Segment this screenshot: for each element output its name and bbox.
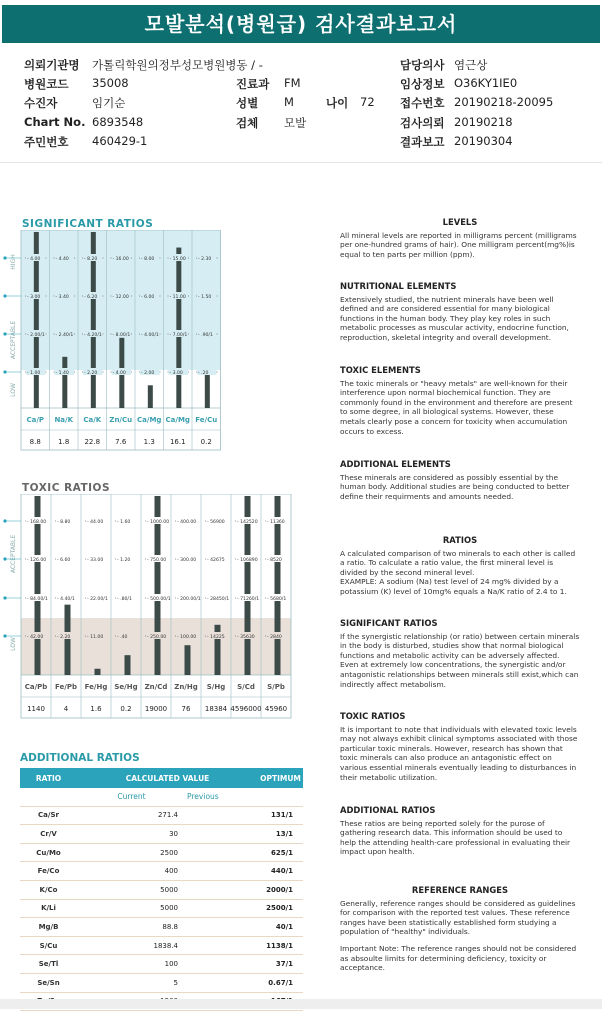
tick-label: - 400.00 [177, 520, 197, 525]
header-label: 검체 [236, 116, 259, 130]
significant-ratios-text: If the synergistic relationship (or ratio) between certain minerals in the body is disturbed, studies show that normal biological functions and metabolic activity can be adversely affected. Even at extremely low concentrations, the synergistic and/or antagonistic relationships between minerals still exist,which can indirectly affect metabolism. [340, 631, 580, 689]
tick-label: - 8.00/1 [112, 333, 131, 338]
table-row [20, 806, 303, 825]
ratio-cell: K/Co [20, 880, 77, 899]
header-label: 결과보고 [400, 135, 445, 149]
tick-label: - 12.00 [112, 295, 129, 300]
value-label: 8.8 [29, 438, 41, 446]
tick-label: - 4.00 [27, 257, 41, 262]
tick-label: - 7.00/1 [169, 333, 188, 338]
tick-label: - 28450/1 [207, 597, 230, 602]
toxic-ratios-title: TOXIC RATIOS [22, 482, 111, 494]
divider [0, 162, 602, 163]
toxic-elements-text: The toxic minerals or "heavy metals" are well-known for their interference upon normal biochemical function. They are commonly found in the environment and therefore are present to some degree, in all biological systems. However, these metals clearly pose a concern for toxicity when accumulation occurs to excess. [340, 378, 573, 436]
category-label: Ca/K [83, 416, 102, 424]
tick-label: - 100.00 [177, 635, 197, 640]
calculated-value-cell: 100 [77, 955, 186, 974]
col-optimum: OPTIMUM [258, 768, 303, 788]
table-row [20, 899, 303, 918]
ratios-text: A calculated comparison of two minerals to each other is called a ratio. To calculate a ratio value, the first mineral level is divided by the second mineral level. [340, 548, 576, 577]
tick-label: - 8.00 [141, 257, 155, 262]
previous-cell [186, 899, 258, 918]
header-label: 의뢰기관명 [24, 58, 80, 72]
value-label: 16.1 [169, 438, 186, 446]
toxic-elements-section [340, 366, 580, 436]
tick-label: - 4.20/1 [84, 333, 102, 338]
additional-elements-heading: ADDITIONAL ELEMENTS [340, 459, 451, 469]
previous-cell [186, 955, 258, 974]
tick-label: - 106890 [237, 558, 258, 563]
table-row [20, 973, 303, 992]
significant-ratios-section [340, 619, 580, 689]
table-row [20, 918, 303, 937]
header-value: 염근상 [454, 58, 488, 72]
tick-label: - 142520 [237, 520, 258, 525]
value-label: 1.3 [143, 438, 155, 446]
toxic-ratios-text: It is important to note that individuals with elevated toxic levels may not always exhibit clinical symptoms associated with those particular toxic minerals. However, research has shown that toxic minerals can also produce an antagonistic effect on various essential minerals eventually leading to disturbances in their metabolic utilization. [340, 724, 578, 782]
zone-label: LOW [10, 383, 17, 397]
header-value: 35008 [92, 76, 129, 90]
tick-label: - 15.00 [169, 257, 186, 262]
header-label: 성별 [236, 96, 259, 110]
tick-label: - 2840 [267, 635, 282, 640]
header-label: 병원코드 [24, 77, 69, 91]
tick-label: - 1.60 [117, 520, 131, 525]
header-label: 나이 [326, 96, 349, 110]
sub-previous: Previous [186, 788, 258, 806]
tick-label: - 8.80 [57, 520, 71, 525]
reference-ranges-text: Generally, reference ranges should be considered as guidelines for comparison with the reported test values. These reference ranges have been statistically established form studying a population of "healthy" individuals. [340, 898, 576, 937]
data-bar [185, 645, 191, 675]
header-value: 6893548 [92, 115, 144, 129]
calculated-value-cell: 271.4 [77, 806, 186, 825]
category-label: S/Hg [206, 683, 226, 691]
table-row [20, 843, 303, 862]
table-row [20, 862, 303, 881]
previous-cell [186, 936, 258, 955]
header-value: M [284, 95, 294, 109]
data-bar [205, 372, 210, 408]
tick-label: - 2.30 [198, 257, 212, 262]
optimum-cell: 2500/1 [258, 899, 303, 918]
data-bar [176, 248, 181, 408]
tick-label: - 126.00 [27, 558, 47, 563]
nutritional-heading: NUTRITIONAL ELEMENTS [340, 281, 457, 291]
tick-label: - 4.40/1 [57, 597, 75, 602]
tick-label: - 4.00/1 [141, 333, 159, 338]
header-value: 가톨릭학원의정부성모병원병동 / - [92, 58, 263, 72]
optimum-cell: 13/1 [258, 825, 303, 844]
header-label: 임상정보 [400, 77, 445, 91]
levels-heading: LEVELS [442, 217, 478, 227]
ratios-example: EXAMPLE: A sodium (Na) test level of 24 mg% divided by a potassium (K) level of 10mg% equals a Na/K ratio of 2.4 to 1. [340, 577, 567, 596]
calculated-value-cell: 5000 [77, 880, 186, 899]
value-label: 22.8 [84, 438, 101, 446]
category-label: Ca/P [26, 416, 45, 424]
tick-label: - 11.00 [169, 295, 186, 300]
ratio-cell: Mg/B [20, 918, 77, 937]
ratios-section [340, 536, 580, 597]
header-value: 20190218-20095 [454, 95, 554, 109]
zone-label: ACCEPTABLE [10, 534, 17, 574]
footer-bar [0, 999, 602, 1009]
tick-label: - 6.60 [57, 558, 71, 563]
table-row [20, 880, 303, 899]
category-label: Zn/Cu [109, 416, 133, 424]
reference-ranges-heading: REFERENCE RANGES [411, 885, 509, 895]
zone-label: LOW [10, 637, 17, 651]
tick-label: - 3.40 [55, 295, 69, 300]
category-label: Se/Hg [114, 683, 138, 691]
col-ratio: RATIO [20, 768, 77, 788]
tick-label: - 2.00 [141, 371, 155, 376]
important-note: Important Note: The reference ranges should not be considered as absoulte limits for determining deficiency, toxicity or acceptance. [340, 943, 577, 973]
header-value: O36KY1IE0 [454, 76, 518, 90]
value-label: 0.2 [120, 705, 132, 713]
value-label: 76 [181, 705, 191, 713]
tick-label: - 16.00 [112, 257, 129, 262]
table-row [20, 825, 303, 844]
category-label: Fe/Pb [55, 683, 77, 691]
tick-label: - 33.00 [87, 558, 104, 563]
tick-label: - .20 [198, 371, 209, 376]
significant-ratios-heading: SIGNIFICANT RATIOS [340, 618, 438, 628]
tick-label: - 300.00 [177, 558, 197, 563]
optimum-cell: 625/1 [258, 843, 303, 862]
tick-label: - 1.20 [117, 558, 131, 563]
category-label: Ca/Mg [137, 416, 162, 424]
header-value: 460429-1 [92, 134, 148, 148]
tick-label: - 3.00 [27, 295, 41, 300]
tick-label: - 1000.00 [147, 520, 170, 525]
levels-section [340, 218, 580, 259]
calculated-value-cell: 88.8 [77, 918, 186, 937]
previous-cell [186, 806, 258, 825]
optimum-cell: 2000/1 [258, 880, 303, 899]
tick-label: - 42675 [207, 558, 225, 563]
value-label: 4 [63, 705, 69, 713]
table-row [20, 936, 303, 955]
calculated-value-cell: 2500 [77, 843, 186, 862]
levels-text: All mineral levels are reported in milligrams percent (milligrams per one-hundred grams of hair). One milligram percent(mg%)is equal to ten parts per million (ppm). [340, 230, 577, 259]
tick-label: - 2.20 [57, 635, 71, 640]
significant-ratios-chart [0, 230, 225, 452]
optimum-cell: 37/1 [258, 955, 303, 974]
tick-label: - .80/1 [117, 597, 132, 602]
tick-label: - 1.50 [198, 295, 212, 300]
calculated-value-cell: 5 [77, 973, 186, 992]
calculated-value-cell: 400 [77, 862, 186, 881]
header-label: Chart No. [24, 115, 86, 129]
tick-label: - .40 [117, 635, 128, 640]
tick-label: - 5680/1 [267, 597, 287, 602]
header-label: 접수번호 [400, 96, 445, 110]
data-bar [148, 385, 153, 408]
value-label: 1.6 [90, 705, 102, 713]
header-value: 모발 [284, 116, 307, 130]
tick-label: - 11.00 [87, 635, 104, 640]
optimum-cell: 440/1 [258, 862, 303, 881]
significant-ratios-title: SIGNIFICANT RATIOS [22, 218, 154, 230]
table-row [20, 955, 303, 974]
additional-elements-text: These minerals are considered as possibly essential by the human body. Additional studies are being conducted to better define their requirments and amounts needed. [340, 472, 570, 501]
value-label: 45960 [264, 705, 288, 713]
value-label: 0.2 [200, 438, 212, 446]
category-label: Fe/Hg [84, 683, 108, 691]
category-label: Zn/Cd [144, 683, 168, 691]
nutritional-section [340, 282, 580, 343]
tick-label: - 71260/1 [237, 597, 260, 602]
previous-cell [186, 880, 258, 899]
ratio-cell: Cu/Mo [20, 843, 77, 862]
tick-label: - 2.00/1 [27, 333, 45, 338]
tick-label: - 44.00 [87, 520, 104, 525]
tick-label: - 200.00/1 [177, 597, 201, 602]
report-title: 모발분석(병원급) 검사결과보고서 [2, 5, 600, 43]
category-label: Ca/Pb [24, 683, 48, 691]
optimum-cell: 131/1 [258, 806, 303, 825]
tick-label: - 42.00 [27, 635, 44, 640]
header-label: 주민번호 [24, 135, 69, 149]
optimum-cell: 1138/1 [258, 936, 303, 955]
tick-label: - 250.00 [147, 635, 167, 640]
header-label: 담당의사 [400, 58, 445, 72]
header-label: 수진자 [24, 96, 58, 110]
data-bar [125, 655, 131, 675]
tick-label: - 3.00 [169, 371, 183, 376]
tick-label: - 1.00 [27, 371, 41, 376]
sub-current: Current [77, 788, 186, 806]
category-label: Fe/Cu [195, 416, 218, 424]
value-label: 18384 [204, 705, 228, 713]
ratio-cell: Se/Sn [20, 973, 77, 992]
header-value: 20190218 [454, 115, 513, 129]
previous-cell [186, 862, 258, 881]
tick-label: - 4.40 [55, 257, 69, 262]
header-value: 20190304 [454, 134, 513, 148]
additional-ratios-section [340, 806, 580, 857]
header-value: 임기순 [92, 96, 126, 110]
additional-elements-section [340, 460, 580, 501]
tick-label: - 56900 [207, 520, 225, 525]
additional-ratios-text: These ratios are being reported solely for the purose of gathering research data. This information should be used to help the attending health-care professional in evaluating their impact upon health. [340, 818, 571, 857]
previous-cell [186, 918, 258, 937]
ratio-cell: K/Li [20, 899, 77, 918]
optimum-cell: 40/1 [258, 918, 303, 937]
tick-label: - 750.00 [147, 558, 167, 563]
tick-label: - 35630 [237, 635, 255, 640]
ratio-cell: Ca/Sr [20, 806, 77, 825]
tick-label: - 6.00 [141, 295, 155, 300]
zone-label: HIGH [10, 254, 17, 270]
tick-label: - 2.20 [84, 371, 98, 376]
category-label: S/Pb [267, 683, 285, 691]
header-label: 검사의뢰 [400, 116, 445, 130]
calculated-value-cell: 1838.4 [77, 936, 186, 955]
category-label: Zn/Hg [174, 683, 198, 691]
additional-ratios-table [20, 768, 303, 1011]
reference-ranges-section [340, 886, 580, 973]
tick-label: - 6.20 [84, 295, 98, 300]
col-calculated: CALCULATED VALUE [77, 768, 258, 788]
additional-ratios-title: ADDITIONAL RATIOS [20, 752, 140, 764]
tick-label: - 8520 [267, 558, 282, 563]
ratio-cell: Fe/Co [20, 862, 77, 881]
calculated-value-cell: 30 [77, 825, 186, 844]
optimum-cell: 0.67/1 [258, 973, 303, 992]
tick-label: - 1.40 [55, 371, 69, 376]
value-label: 19000 [144, 705, 168, 713]
toxic-ratios-section [340, 712, 580, 782]
value-label: 7.6 [115, 438, 127, 446]
toxic-ratios-chart [0, 494, 305, 719]
value-label: 1.8 [58, 438, 70, 446]
category-label: S/Cd [237, 683, 255, 691]
tick-label: - 2.40/1 [55, 333, 74, 338]
tick-label: - 168.00 [27, 520, 47, 525]
tick-label: - 22.00/1 [87, 597, 108, 602]
additional-ratios-heading: ADDITIONAL RATIOS [340, 805, 436, 815]
tick-label: - 500.00/1 [147, 597, 171, 602]
ratio-cell: S/Cu [20, 936, 77, 955]
header-label: 진료과 [236, 77, 270, 91]
tick-label: - .90/1 [198, 333, 213, 338]
header-value: 72 [360, 95, 375, 109]
tick-label: - 8.20 [84, 257, 98, 262]
previous-cell [186, 825, 258, 844]
value-label: 4596000 [230, 705, 262, 713]
ratio-cell: Cr/V [20, 825, 77, 844]
previous-cell [186, 973, 258, 992]
tick-label: - 4.00 [112, 371, 126, 376]
data-bar [95, 669, 101, 675]
tick-label: - 14225 [207, 635, 225, 640]
category-label: Na/K [54, 416, 74, 424]
calculated-value-cell: 5000 [77, 899, 186, 918]
tick-label: - 11360 [267, 520, 285, 525]
toxic-elements-heading: TOXIC ELEMENTS [340, 365, 421, 375]
toxic-ratios-heading: TOXIC RATIOS [340, 711, 406, 721]
nutritional-text: Extensively studied, the nutrient minerals have been well defined and are considered essential for many biological functions in the human body. They play key roles in such metabolic processes as muscular activity, endocrine function, reproduction, skeletal integrity and overall development. [340, 294, 569, 342]
category-label: Ca/Mg [165, 416, 190, 424]
zone-label: ACCEPTABLE [10, 320, 17, 360]
ratios-heading: RATIOS [442, 535, 478, 545]
previous-cell [186, 843, 258, 862]
header-value: FM [284, 76, 301, 90]
value-label: 1140 [27, 705, 45, 713]
ratio-cell: Se/Tl [20, 955, 77, 974]
data-bar [62, 357, 67, 408]
tick-label: - 84.00/1 [27, 597, 48, 602]
